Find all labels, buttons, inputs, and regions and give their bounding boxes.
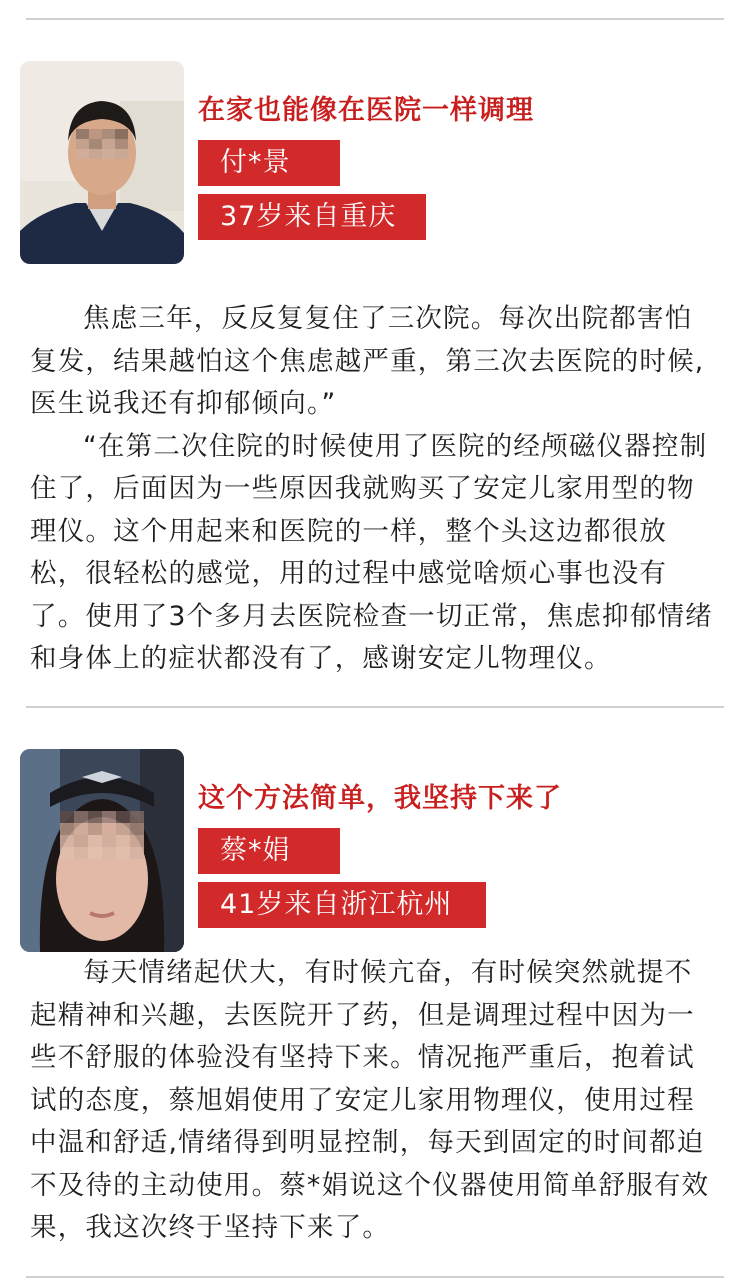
- testimonial-body: [30, 298, 720, 681]
- section-divider: [26, 706, 724, 708]
- testimonial-body: [30, 952, 720, 1250]
- top-divider: [26, 18, 724, 20]
- testimonial-paragraph: 焦虑三年，反反复复住了三次院。每次出院都害怕复发，结果越怕这个焦虑越严重，第三次去医院的时候,医生说我还有抑郁倾向。”: [30, 303, 705, 419]
- testimonial-headline: 这个方法简单，我坚持下来了: [198, 783, 562, 814]
- customer-origin-tag: 37岁来自重庆: [198, 194, 426, 240]
- testimonial-headline: 在家也能像在医院一样调理: [198, 95, 534, 126]
- bottom-divider: [26, 1276, 724, 1278]
- testimonial-paragraph: 每天情绪起伏大，有时候亢奋，有时候突然就提不起精神和兴趣，去医院开了药，但是调理过程中因为一些不舒服的体验没有坚持下来。情况拖严重后，抱着试试的态度，蔡旭娟使用了安定儿家用物理仪，使用过程中温和舒适,情绪得到明显控制，每天到固定的时间都迫不及待的主动使用。蔡*娟说这个仪器使用简单舒服有效果，我这次终于坚持下来了。: [30, 957, 710, 1243]
- customer-name-tag: 蔡*娟: [198, 828, 340, 874]
- customer-name-tag: 付*景: [198, 140, 340, 186]
- customer-photo-2: [20, 749, 184, 952]
- testimonial-paragraph: “在第二次住院的时候使用了医院的经颅磁仪器控制住了，后面因为一些原因我就购买了安定儿家用型的物理仪。这个用起来和医院的一样，整个头这边都很放松，很轻松的感觉，用的过程中感觉啥烦心事也没有了。使用了3个多月去医院检查一切正常，焦虑抑郁情绪和身体上的症状都没有了，感谢安定儿物理仪。: [30, 430, 713, 674]
- customer-photo-1: [20, 61, 184, 264]
- customer-origin-tag: 41岁来自浙江杭州: [198, 882, 486, 928]
